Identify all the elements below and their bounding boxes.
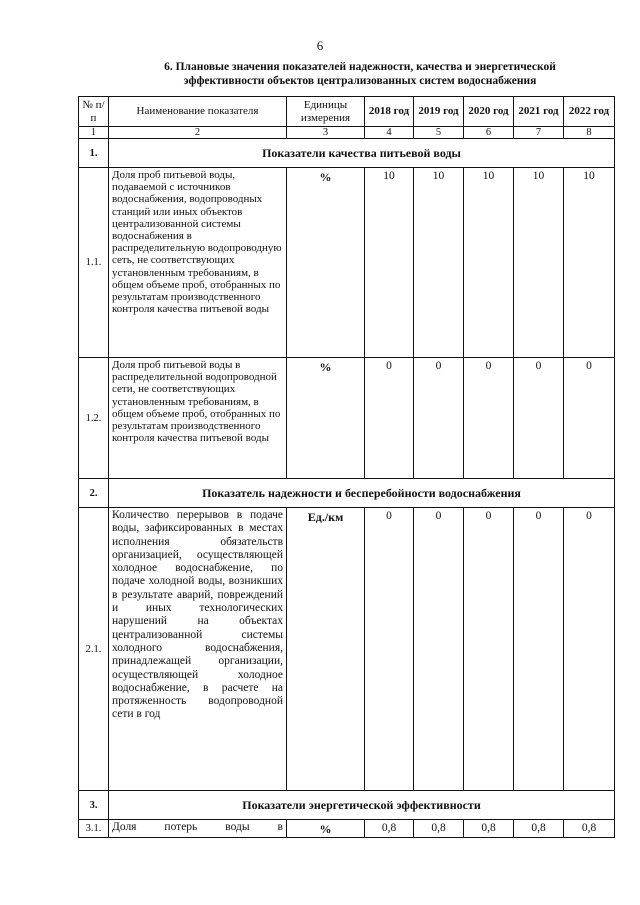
indicator-unit: % xyxy=(287,820,365,838)
section-title: Показатели качества питьевой воды xyxy=(109,139,615,168)
row-number: 3.1. xyxy=(79,820,109,838)
indicator-unit: % xyxy=(287,168,365,358)
header-2019: 2019 год xyxy=(414,97,464,127)
indicators-table xyxy=(78,96,615,838)
header-2018: 2018 год xyxy=(365,97,414,127)
value-2018: 0 xyxy=(365,358,414,479)
header-unit: Единицы измерения xyxy=(287,97,365,127)
header-num: № п/п xyxy=(79,97,109,127)
value-2020: 10 xyxy=(464,168,514,358)
value-2021: 0,8 xyxy=(514,820,564,838)
header-2020: 2020 год xyxy=(464,97,514,127)
indicator-unit: Ед./км xyxy=(287,508,365,791)
column-number: 7 xyxy=(514,127,564,139)
indicator-name: Доля проб питьевой воды в распределительной водопроводной сети, не соответствующих установленным требованиям, в общем объеме проб, отобранных по результатам производственного контроля качества питьевой воды xyxy=(109,358,287,479)
indicator-unit: % xyxy=(287,358,365,479)
header-name: Наименование показателя xyxy=(109,97,287,127)
column-number: 6 xyxy=(464,127,514,139)
section-row xyxy=(79,791,615,820)
value-2018: 0,8 xyxy=(365,820,414,838)
section-number: 1. xyxy=(79,139,109,168)
header-2022: 2022 год xyxy=(564,97,615,127)
value-2020: 0 xyxy=(464,508,514,791)
indicator-name: Доля потерь воды в xyxy=(109,820,287,838)
value-2022: 10 xyxy=(564,168,615,358)
table-row xyxy=(79,508,615,791)
value-2019: 0,8 xyxy=(414,820,464,838)
value-2018: 10 xyxy=(365,168,414,358)
column-number: 3 xyxy=(287,127,365,139)
value-2021: 10 xyxy=(514,168,564,358)
value-2021: 0 xyxy=(514,358,564,479)
header-2021: 2021 год xyxy=(514,97,564,127)
table-row xyxy=(79,358,615,479)
value-2019: 10 xyxy=(414,168,464,358)
value-2020: 0 xyxy=(464,358,514,479)
value-2022: 0,8 xyxy=(564,820,615,838)
section-number: 2. xyxy=(79,479,109,508)
value-2022: 0 xyxy=(564,358,615,479)
value-2019: 0 xyxy=(414,358,464,479)
value-2021: 0 xyxy=(514,508,564,791)
table-header-row xyxy=(79,97,615,127)
row-number: 1.1. xyxy=(79,168,109,358)
indicator-name: Количество перерывов в подаче воды, зафиксированных в местах исполнения обязательств организацией, осуществляющей холодное водоснабжение, по подаче холодной воды, возникших в результате аварий, повреждений и иных технологических нарушений на объектах централизованной системы холодного водоснабжения, принадлежащей организации, осуществляющей холодное водоснабжение, в расчете на протяженность водопроводной сети в год xyxy=(109,508,287,791)
indicator-name: Доля проб питьевой воды, подаваемой с источников водоснабжения, водопроводных станций или иных объектов централизованной системы водоснабжения в распределительную водопроводную сеть, не соответствующих установленным требованиям, в общем объеме проб, отобранных по результатам производственного контроля качества питьевой воды xyxy=(109,168,287,358)
value-2020: 0,8 xyxy=(464,820,514,838)
section-row xyxy=(79,479,615,508)
section-row xyxy=(79,139,615,168)
table-row xyxy=(79,820,615,838)
column-number: 2 xyxy=(109,127,287,139)
column-number: 8 xyxy=(564,127,615,139)
section-title: Показатели энергетической эффективности xyxy=(109,791,615,820)
row-number: 1.2. xyxy=(79,358,109,479)
value-2018: 0 xyxy=(365,508,414,791)
page-number: 6 xyxy=(316,38,324,53)
value-2022: 0 xyxy=(564,508,615,791)
section-number: 3. xyxy=(79,791,109,820)
document-title: 6. Плановые значения показателей надежности, качества и энергетической эффективности объектов централизованных систем водоснабжения xyxy=(164,61,556,87)
column-number: 4 xyxy=(365,127,414,139)
value-2019: 0 xyxy=(414,508,464,791)
column-numbers-row xyxy=(79,127,615,139)
section-title: Показатель надежности и бесперебойности водоснабжения xyxy=(109,479,615,508)
row-number: 2.1. xyxy=(79,508,109,791)
column-number: 1 xyxy=(79,127,109,139)
table-row xyxy=(79,168,615,358)
column-number: 5 xyxy=(414,127,464,139)
